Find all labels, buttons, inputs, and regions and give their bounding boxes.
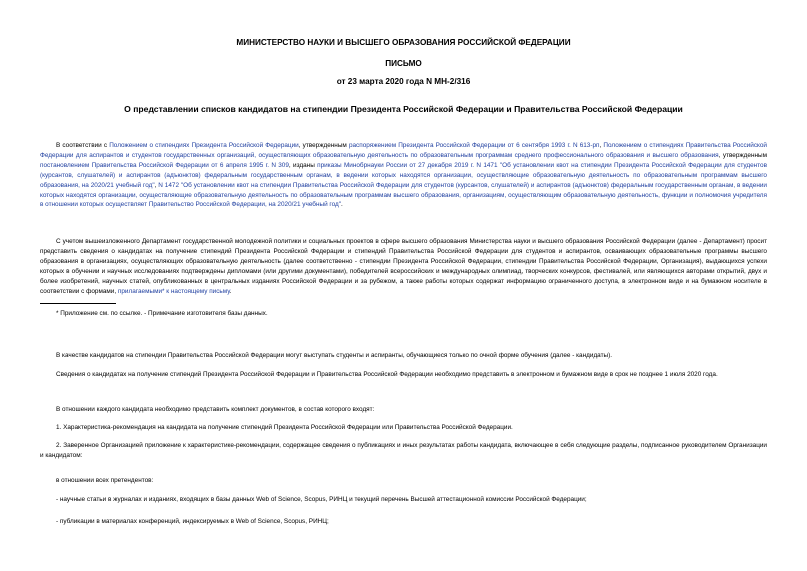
paragraph-candidates: В качестве кандидатов на стипендии Правительства Российской Федерации могут выступать студенты и аспиранты, обучающиеся только по очной форме обучения (далее - кандидаты). <box>56 352 613 359</box>
text-segment: , изданы <box>288 161 318 169</box>
paragraph-documents-intro: В отношении каждого кандидата необходимо представить комплект документов, в состав которого входят: <box>56 406 375 413</box>
text-segment: . <box>341 201 343 209</box>
link-government-decree[interactable]: постановлением Правительства Российской Федерации от 6 апреля 1995 г. N 309 <box>40 161 289 169</box>
paragraph-legal-basis <box>40 141 767 210</box>
list-item-conferences: - публикации в материалах конференций, индексируемых в Web of Science, Scopus, РИНЦ; <box>56 518 329 525</box>
footnote: * Приложение см. по ссылке. - Примечание изготовителя базы данных. <box>56 310 268 317</box>
text-segment: . <box>229 287 232 295</box>
paragraph-request <box>40 237 767 296</box>
paragraph-deadline: Сведения о кандидатах на получение стипендий Президента Российской Федерации и Правительства Российской Федерации необходимо представить в электронном и бумажном виде в срок не позднее 1 июля 2020 года. <box>56 371 718 378</box>
paragraph-all-applicants: в отношении всех претендентов: <box>56 477 154 484</box>
document-subject: О представлении списков кандидатов на стипендии Президента Российской Федерации и Правительства Российской Федерации <box>124 104 683 114</box>
text-segment: С учетом вышеизложенного Департамент государственной молодежной политики и социальных проектов в сфере высшего образования Министерства науки и высшего образования Российской Федерации (далее - Департамент) просит представить сведения о кандидатах на получение стипендий Президента Российской Федерации и стипендий Правительства Российской Федерации для студентов и аспирантов, осваивающих образовательные программы высшего образования в организациях, осуществляющих образовательную деятельность (далее соответственно - стипендии Президента Российской Федерации, стипендии Правительства Российской Федерации, Организация), выдающихся успехи которых в обучении и научных исследованиях подтверждены дипломами (или другими документами), победителей всероссийских и международных олимпиад, творческих конкурсов, фестивалей, или являющихся авторами открытий, двух и более изобретений, научных статей, опубликованных в центральных изданиях Российской Федерации и за рубежом, а также работы которых содержат информацию ограниченного доступа, в электронном виде и на бумажном носителе в соответствии с формами, <box>40 238 767 295</box>
link-order-1471[interactable]: приказы Минобрнауки России от 27 декабря 2019 г. N 1471 "Об установлении квот на стипендии Президента Российской Федерации для студентов (курсантов, слушателей) и аспирантов (адъюнктов) федеральным государственным органам, в ведении которых находятся организации, осуществляющие образовательную деятельность по образовательным программам высшего образования, на 2020/21 учебный год" <box>40 161 767 189</box>
link-government-regulation[interactable]: Положением о стипендиях Правительства Российской Федерации для аспирантов и студентов государственных организаций, осуществляющих образовательную деятельность по образовательным программам среднего профессионального образования и высшего образования <box>40 142 768 159</box>
link-attached-forms[interactable]: прилагаемыми* к настоящему письму <box>117 287 230 295</box>
link-presidential-regulation[interactable]: Положением о стипендиях Президента Российской Федерации <box>109 142 299 149</box>
link-order-1472[interactable]: N 1472 "Об установлении квот на стипендии Правительства Российской Федерации для студентов (курсантов, слушателей) и аспирантов (адъюнктов) федеральным государственным органам, в ведении которых находятся организации, осуществляющие образовательную деятельность по образовательным программам высшего образования, организациям, осуществляющим образовательную деятельность, функции и полномочия учредителя в отношении которых осуществляет Правительство Российской Федерации, на 2020/21 учебный год" <box>40 181 767 209</box>
text-segment: , утвержденным <box>718 151 767 159</box>
list-item-1: 1. Характеристика-рекомендация на кандидата на получение стипендий Президента Российской Федерации или Правительства Российской Федерации. <box>56 424 513 431</box>
document-date-number: от 23 марта 2020 года N МН-2/316 <box>336 77 471 86</box>
list-item-2: 2. Заверенное Организацией приложение к характеристике-рекомендации, содержащее сведения о публикациях и иных результатах работы кандидата, включающее в себя следующие разделы, подписанное руководителем Организации и кандидатом: <box>40 442 767 459</box>
text-segment: В соответствии с <box>56 142 110 149</box>
document-type: ПИСЬМО <box>385 59 422 68</box>
text-segment: , <box>599 142 604 149</box>
list-item-articles: - научные статьи в журналах и изданиях, входящих в базы данных Web of Science, Scopus, РИНЦ и текущий перечень Высшей аттестационной комиссии Российской Федерации; <box>56 496 587 503</box>
text-segment: , утвержденным <box>298 142 349 149</box>
ministry-heading: МИНИСТЕРСТВО НАУКИ И ВЫСШЕГО ОБРАЗОВАНИЯ РОССИЙСКОЙ ФЕДЕРАЦИИ <box>236 38 571 47</box>
link-presidential-order[interactable]: распоряжением Президента Российской Федерации от 6 сентября 1993 г. N 613-рп <box>348 142 600 149</box>
text-segment: , <box>154 181 159 189</box>
footnote-divider <box>40 303 116 304</box>
